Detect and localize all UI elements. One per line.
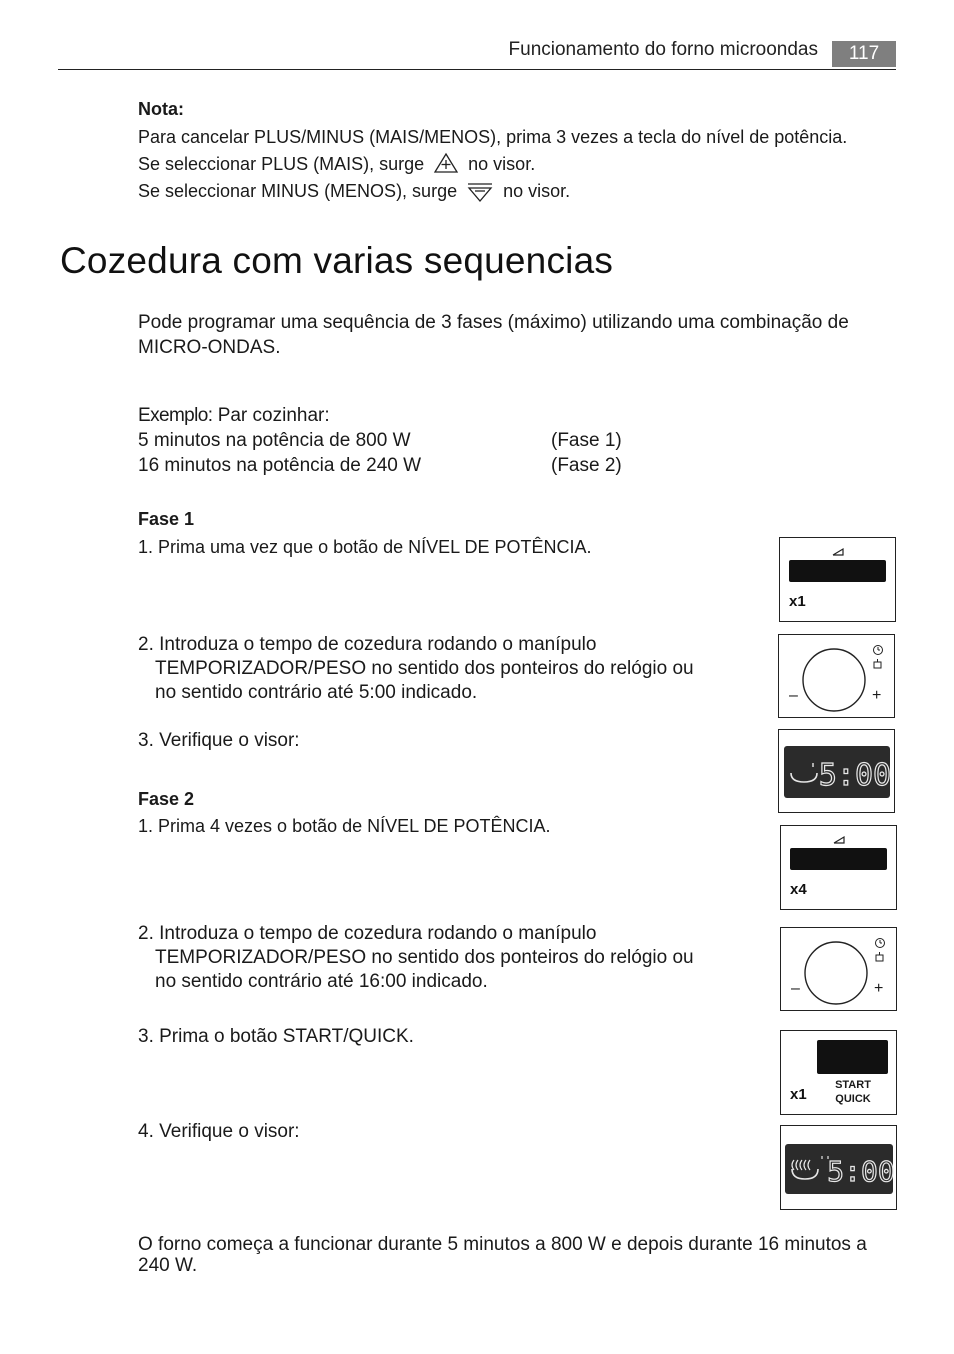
- note-line-3-suffix: no visor.: [503, 181, 571, 201]
- dial-plus-label: +: [874, 980, 884, 997]
- press-count-label: x4: [790, 881, 807, 898]
- intro-paragraph: Pode programar uma sequência de 3 fases (máximo) utilizando uma combinação de MICRO-ONDAS.: [138, 312, 849, 358]
- lcd-display: [784, 746, 890, 798]
- note-line-2-suffix: no visor.: [468, 154, 536, 174]
- phase2-step-2-line-2: TEMPORIZADOR/PESO no sentido dos ponteiros do relógio ou: [155, 947, 694, 968]
- power-level-icon: [832, 835, 846, 845]
- phase1-step-3: 3. Verifique o visor:: [138, 730, 300, 751]
- phase2-heading: Fase 2: [138, 789, 195, 809]
- power-level-icon: [831, 547, 845, 557]
- timer-dial-knob: [781, 928, 898, 1012]
- quick-label: QUICK: [835, 1093, 871, 1105]
- dial-minus-label: –: [789, 687, 798, 704]
- phase1-step-2-line-2: TEMPORIZADOR/PESO no sentido dos ponteiros do relógio ou: [155, 658, 694, 679]
- timer-weight-dial-panel-2: [780, 927, 897, 1011]
- dial-plus-label: +: [872, 687, 882, 704]
- display-panel-phase1: [778, 729, 895, 813]
- lcd-time-readout: [827, 1150, 895, 1190]
- power-level-button: [790, 848, 887, 870]
- phase2-step-3: 3. Prima o botão START/QUICK.: [138, 1026, 414, 1047]
- display-panel-cooking: [780, 1125, 897, 1210]
- phase1-step-1: 1. Prima uma vez que o botão de NÍVEL DE POTÊNCIA.: [138, 537, 592, 557]
- page-number: 117: [832, 41, 896, 67]
- microwave-waves-icon: [788, 1152, 832, 1186]
- start-quick-panel: [780, 1030, 897, 1115]
- phase2-step-2-line-1: 2. Introduza o tempo de cozedura rodando o manípulo: [138, 923, 597, 944]
- example-row-1-phase: (Fase 1): [551, 430, 622, 451]
- note-line-3-text: Se seleccionar MINUS (MENOS), surge: [138, 181, 458, 201]
- note-line-2-text: Se seleccionar PLUS (MAIS), surge: [138, 154, 425, 174]
- dial-minus-label: –: [791, 980, 800, 997]
- lcd-time-readout: [818, 752, 892, 794]
- lcd-time-text: 5:00: [818, 758, 892, 793]
- press-count-label: x1: [789, 593, 806, 610]
- phase1-step-2-line-1: 2. Introduza o tempo de cozedura rodando o manípulo: [138, 634, 597, 655]
- running-header: Funcionamento do forno microondas: [508, 39, 818, 60]
- power-level-panel-x1: [779, 537, 896, 622]
- lcd-time-text: 5:00: [827, 1155, 895, 1188]
- note-line-2: [138, 151, 535, 178]
- phase2-step-1: 1. Prima 4 vezes o botão de NÍVEL DE POTÊNCIA.: [138, 816, 551, 836]
- phase2-step-2-line-3: no sentido contrário até 16:00 indicado.: [155, 971, 488, 992]
- note-line-1: Para cancelar PLUS/MINUS (MAIS/MENOS), prima 3 vezes a tecla do nível de potência.: [138, 127, 848, 147]
- section-title: Cozedura com varias sequencias: [60, 240, 614, 281]
- lcd-display: [785, 1144, 893, 1194]
- example-intro: [138, 403, 330, 428]
- power-level-button: [789, 560, 886, 582]
- plus-triangle-icon: [433, 152, 459, 174]
- example-row-2-desc: 16 minutos na potência de 240 W: [138, 455, 422, 476]
- phase1-heading: Fase 1: [138, 509, 195, 529]
- timer-weight-dial-panel-1: [778, 634, 895, 718]
- start-quick-label: [827, 1078, 879, 1106]
- note-heading: Nota:: [138, 99, 184, 119]
- example-text: Par cozinhar:: [217, 405, 330, 426]
- microwave-bowl-icon: [788, 758, 822, 788]
- closing-paragraph: O forno começa a funcionar durante 5 minutos a 800 W e depois durante 16 minutos a 240 W.: [138, 1234, 867, 1276]
- start-quick-button: [817, 1040, 888, 1074]
- minus-triangle-icon: [466, 181, 494, 203]
- header-divider: [58, 69, 896, 70]
- example-label: Exemplo:: [138, 405, 213, 426]
- press-count-label: x1: [790, 1086, 807, 1103]
- phase1-step-2-line-3: no sentido contrário até 5:00 indicado.: [155, 682, 478, 703]
- timer-dial-knob: [779, 635, 896, 719]
- power-level-panel-x4: [780, 825, 897, 910]
- example-row-1-desc: 5 minutos na potência de 800 W: [138, 430, 411, 451]
- example-row-2-phase: (Fase 2): [551, 455, 622, 476]
- start-label: START: [835, 1079, 871, 1091]
- phase2-step-4: 4. Verifique o visor:: [138, 1121, 300, 1142]
- note-line-3: [138, 178, 570, 205]
